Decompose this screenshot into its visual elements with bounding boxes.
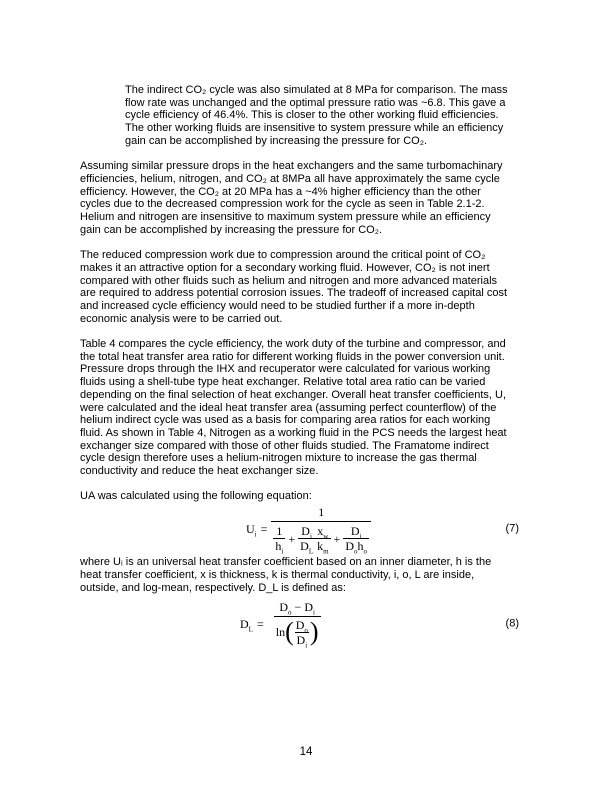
text-line: cycle efficiency of 46.4%. This is closer to the other working fluid efficiencies. [125, 109, 499, 122]
text-line: Table 4 compares the cycle efficiency, the work duty of the turbine and compressor, and [80, 338, 506, 351]
text-line: compared with other fluids such as helium and nitrogen and more advanced materials [80, 274, 498, 287]
text-line: where Uᵢ is an universal heat transfer coefficient based on an inner diameter, h is the [80, 556, 492, 569]
text-line: makes it an attractive option for a secondary working fluid. However, CO₂ is not inert [80, 261, 490, 274]
eq7-main-fraction: 1 $\frac{1}{h_i}$ + $\frac{D_i}{D_L}$ $\frac{x_w}{k_m}$ + $\frac{D_i}{D_oh_o}$ [271, 505, 371, 553]
equation-8-number: (8) [505, 617, 519, 630]
text-line: were calculated and the ideal heat transfer area (assuming perfect counterflow) of the [80, 401, 497, 414]
text-line: flow rate was unchanged and the optimal pressure ratio was ~6.8. This gave a [125, 96, 506, 109]
text-line: efficiency. However, the CO₂ at 20 MPa has a ~4% higher efficiency than the other [80, 185, 481, 198]
text-line: helium indirect cycle was used as a basis for comparing area ratios for each working [80, 414, 491, 427]
paragraph-ua-intro [80, 490, 532, 503]
paragraph-compression-work [80, 249, 532, 325]
paragraph-pressure-drops [80, 160, 532, 236]
text-line: exchanger size compared with those of other fluids studied. The Framatome indirect [80, 439, 489, 452]
text-line: The reduced compression work due to compression around the critical point of CO₂ [80, 249, 486, 262]
eq7-lhs: $U_i$ [246, 522, 257, 539]
text-line: Pressure drops through the IHX and recuperator were calculated for various working [80, 363, 491, 376]
text-line: UA was calculated using the following equation: [80, 490, 312, 503]
text-line: conductivity and reduce the heat exchanger size. [80, 465, 319, 478]
paragraph-co2-8mpa [125, 84, 532, 148]
text-line: gain can be accomplished by increasing the pressure for CO₂. [125, 134, 428, 147]
text-line: economic analysis were to be carried out. [80, 312, 283, 325]
text-line: are required to address potential corrosion issues. The tradeoff of increased capital cost [80, 287, 508, 300]
text-line: gain can be accomplished by increasing the pressure for CO₂. [80, 223, 383, 236]
text-line: depending on the final selection of heat exchanger. Overall heat transfer coefficients, U, [80, 388, 507, 401]
text-line: outside, and log-mean, respectively. D_L is defined as: [80, 581, 346, 594]
text-line: heat transfer coefficient, x is thickness, k is thermal conductivity, i, o, L are inside, [80, 568, 475, 581]
text-line: efficiencies, helium, nitrogen, and CO₂ at 8MPa all have approximately the same cycle [80, 172, 500, 185]
text-line: Helium and nitrogen are insensitive to maximum system pressure while an efficiency [80, 211, 491, 224]
text-line: cycle design therefore uses a helium-nitrogen mixture to increase the gas thermal [80, 452, 477, 465]
equation-7: $U_i$ = 1 $\frac{1}{h_i}$ + $\frac{D_i}{D_L}$ $\frac{x_w}{k_m}$ + $\frac{D_i}{D_oh_o}$ [246, 505, 371, 553]
text-line: Assuming similar pressure drops in the heat exchangers and the same turbomachinary [80, 160, 503, 173]
text-line: the total heat transfer area ratio for different working fluids in the power conversion unit. [80, 350, 505, 363]
text-line: and increased cycle efficiency would need to be studied further if a more in-depth [80, 299, 475, 312]
text-line: fluid. As shown in Table 4, Nitrogen as a working fluid in the PCS needs the largest heat [80, 426, 507, 439]
equation-8-row [80, 600, 532, 650]
page-number: 14 [299, 746, 313, 758]
eq8-lhs: $D_L$ [240, 616, 253, 634]
paragraph-table4 [80, 338, 532, 478]
paragraph-where [80, 556, 532, 594]
text-line: The indirect CO₂ cycle was also simulated at 8 MPa for comparison. The mass [125, 84, 508, 96]
text-line: fluids using a shell-tube type heat exchanger. Relative total area ratio can be varied [80, 376, 486, 389]
equation-8: $D_L$ = $D_o - D_i$ ln ( $\frac{D_o}{D_i}$ ) [240, 600, 319, 650]
page-body [80, 84, 532, 650]
equation-7-row [80, 505, 532, 556]
text-line: cycles due to the decreased compression work for the cycle as seen in Table 2.1-2. [80, 198, 485, 211]
equation-7-number: (7) [505, 522, 519, 535]
text-line: The other working fluids are insensitive to system pressure while an efficiency [125, 122, 504, 135]
eq8-fraction: $D_o - D_i$ ln ( $\frac{D_o}{D_i}$ ) [275, 600, 319, 650]
